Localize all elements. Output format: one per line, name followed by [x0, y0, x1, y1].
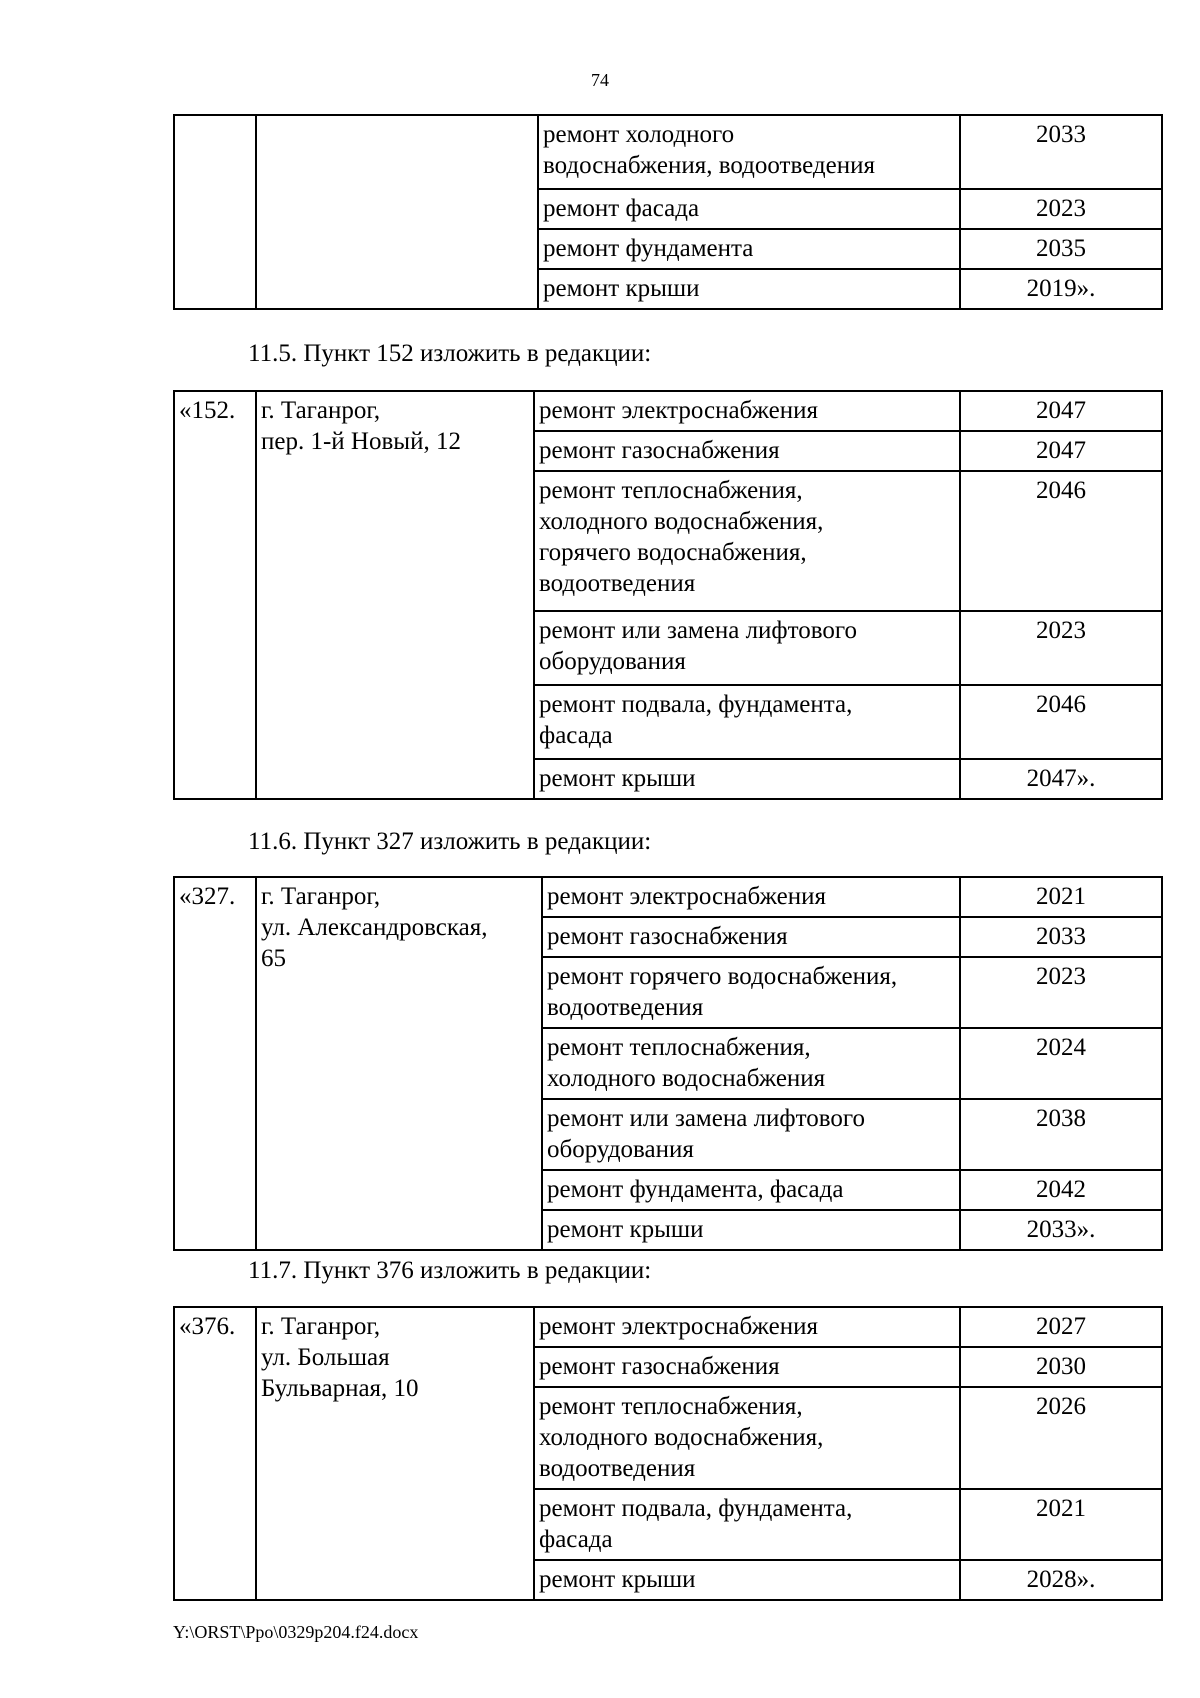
work-type-cell: ремонт теплоснабжения, холодного водоснабжения, водоотведения	[534, 1387, 960, 1489]
work-type-cell: ремонт или замена лифтового оборудования	[542, 1099, 960, 1170]
year-cell: 2042	[960, 1170, 1162, 1210]
work-type-cell: ремонт или замена лифтового оборудования	[534, 611, 960, 685]
page-number: 74	[591, 70, 609, 90]
year-cell: 2023	[960, 957, 1162, 1028]
schedule-table	[173, 1306, 1163, 1601]
work-type-cell: ремонт подвала, фундамента, фасада	[534, 1489, 960, 1560]
schedule-table	[173, 390, 1163, 800]
work-type-cell: ремонт фасада	[538, 189, 960, 229]
section-heading: 11.5. Пункт 152 изложить в редакции:	[248, 340, 652, 367]
work-type-cell: ремонт фундамента, фасада	[542, 1170, 960, 1210]
address-cell	[256, 115, 538, 309]
address-cell: г. Таганрог, ул. Большая Бульварная, 10	[256, 1307, 534, 1600]
year-cell: 2023	[960, 611, 1162, 685]
year-cell: 2047	[960, 391, 1162, 431]
item-number	[174, 115, 256, 309]
year-cell: 2026	[960, 1387, 1162, 1489]
year-cell: 2046	[960, 685, 1162, 759]
year-cell: 2019».	[960, 269, 1162, 309]
work-type-cell: ремонт теплоснабжения, холодного водоснабжения	[542, 1028, 960, 1099]
work-type-cell: ремонт газоснабжения	[534, 431, 960, 471]
address-cell: г. Таганрог, ул. Александровская, 65	[256, 877, 542, 1250]
work-type-cell: ремонт крыши	[534, 759, 960, 799]
item-number: «376.	[174, 1307, 256, 1600]
table-row	[174, 391, 1162, 431]
work-type-cell: ремонт крыши	[538, 269, 960, 309]
table-row	[174, 115, 1162, 189]
file-path-footer: Y:\ORST\Ppo\0329p204.f24.docx	[173, 1622, 419, 1642]
table-row	[174, 877, 1162, 917]
year-cell: 2033	[960, 917, 1162, 957]
year-cell: 2023	[960, 189, 1162, 229]
year-cell: 2027	[960, 1307, 1162, 1347]
item-327-table	[173, 876, 1161, 1251]
address-cell: г. Таганрог, пер. 1-й Новый, 12	[256, 391, 534, 799]
work-type-cell: ремонт газоснабжения	[542, 917, 960, 957]
work-type-cell: ремонт горячего водоснабжения, водоотведения	[542, 957, 960, 1028]
year-cell: 2021	[960, 877, 1162, 917]
year-cell: 2047	[960, 431, 1162, 471]
year-cell: 2030	[960, 1347, 1162, 1387]
table-row	[174, 1307, 1162, 1347]
section-heading: 11.6. Пункт 327 изложить в редакции:	[248, 828, 652, 855]
work-type-cell: ремонт теплоснабжения, холодного водоснабжения, горячего водоснабжения, водоотведения	[534, 471, 960, 611]
year-cell: 2046	[960, 471, 1162, 611]
work-type-cell: ремонт газоснабжения	[534, 1347, 960, 1387]
item-number: «152.	[174, 391, 256, 799]
item-number: «327.	[174, 877, 256, 1250]
year-cell: 2033	[960, 115, 1162, 189]
continuation-table	[173, 114, 1161, 310]
year-cell: 2033».	[960, 1210, 1162, 1250]
work-type-cell: ремонт холодного водоснабжения, водоотведения	[538, 115, 960, 189]
section-heading: 11.7. Пункт 376 изложить в редакции:	[248, 1257, 652, 1284]
work-type-cell: ремонт электроснабжения	[542, 877, 960, 917]
item-152-table	[173, 390, 1161, 800]
year-cell: 2024	[960, 1028, 1162, 1099]
work-type-cell: ремонт крыши	[542, 1210, 960, 1250]
work-type-cell: ремонт крыши	[534, 1560, 960, 1600]
work-type-cell: ремонт электроснабжения	[534, 391, 960, 431]
year-cell: 2035	[960, 229, 1162, 269]
year-cell: 2021	[960, 1489, 1162, 1560]
schedule-table	[173, 876, 1163, 1251]
item-376-table	[173, 1306, 1161, 1601]
work-type-cell: ремонт фундамента	[538, 229, 960, 269]
year-cell: 2028».	[960, 1560, 1162, 1600]
schedule-table	[173, 114, 1163, 310]
work-type-cell: ремонт электроснабжения	[534, 1307, 960, 1347]
year-cell: 2038	[960, 1099, 1162, 1170]
year-cell: 2047».	[960, 759, 1162, 799]
work-type-cell: ремонт подвала, фундамента, фасада	[534, 685, 960, 759]
